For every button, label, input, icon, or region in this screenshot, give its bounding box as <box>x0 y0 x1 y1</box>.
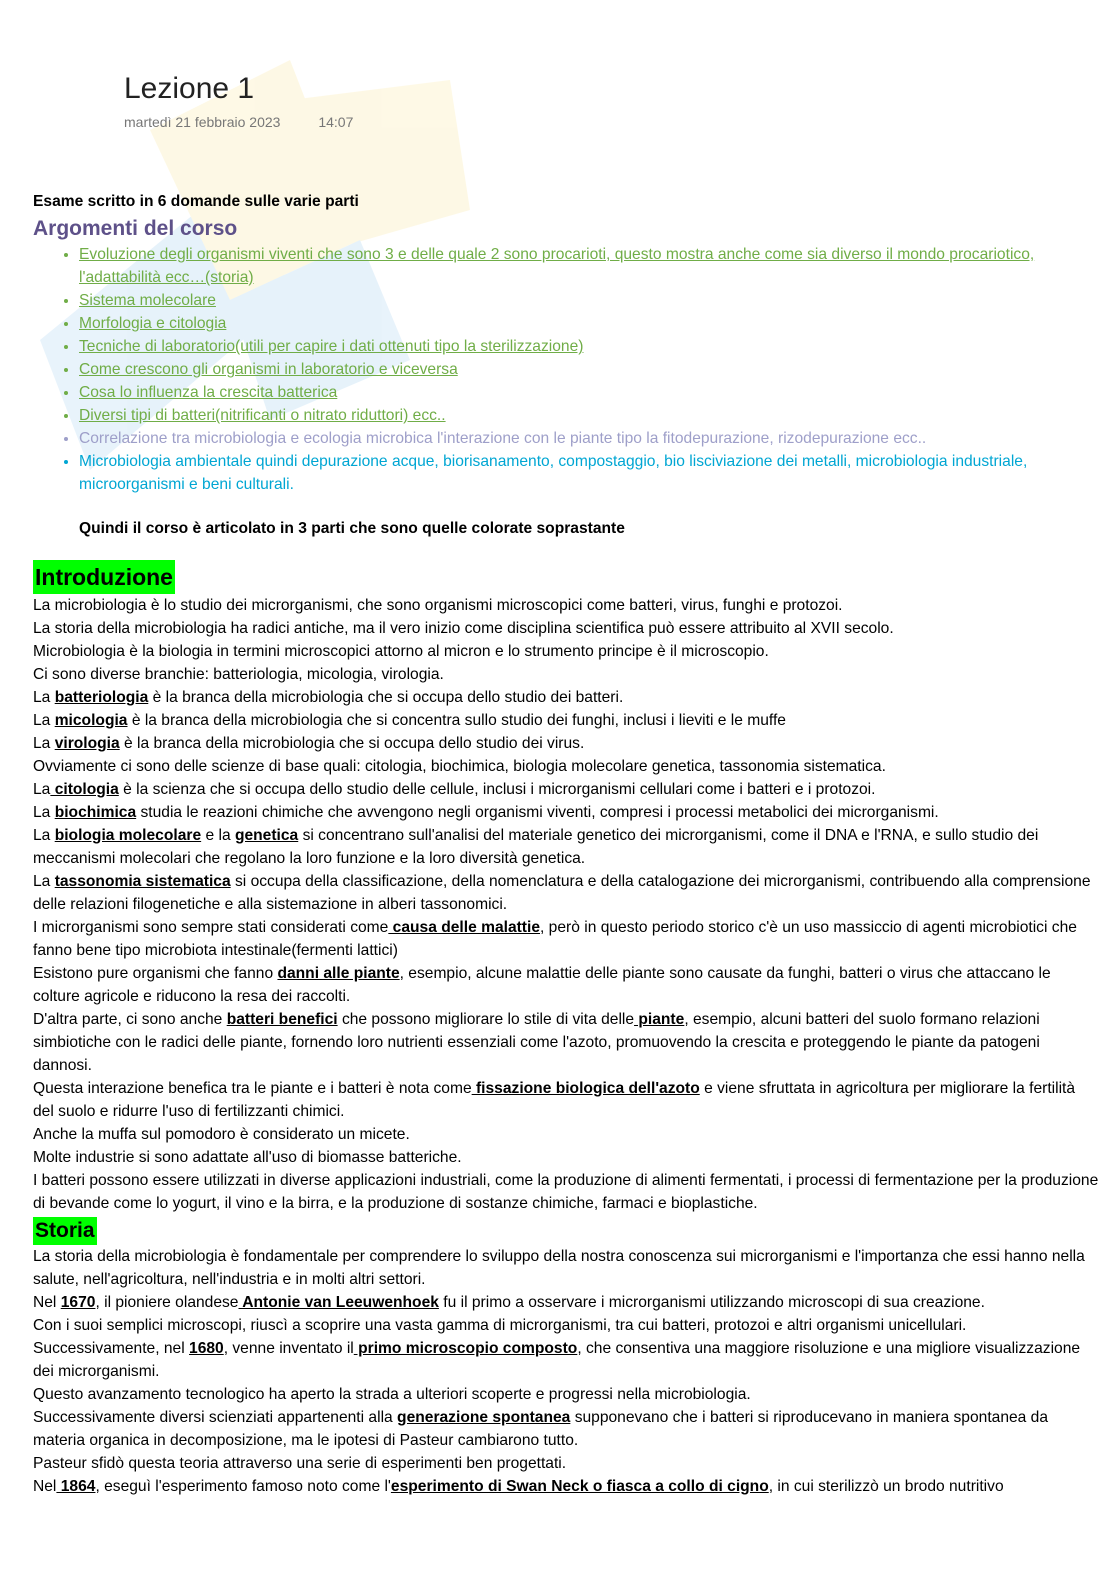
paragraph: Microbiologia è la biologia in termini microscopici attorno al micron e lo strumento principe è il microscopio. <box>33 643 769 660</box>
topics-list <box>33 243 1099 496</box>
keyword: batteriologia <box>54 689 149 706</box>
paragraph: Pasteur sfidò questa teoria attraverso una serie di esperimenti ben progettati. <box>33 1455 567 1472</box>
exam-note: Esame scritto in 6 domande sulle varie parti <box>33 193 359 210</box>
list-item: • Morfologia e citologia <box>79 312 1099 335</box>
paragraph: La storia della microbiologia è fondamentale per comprendere lo sviluppo della nostra conoscenza sui microrganismi e l'importanza che essi hanno nella salute, nell'agricoltura, nell'industria e in molti altri settori. <box>33 1248 1085 1288</box>
topics-summary: Quindi il corso è articolato in 3 parti che sono quelle colorate soprastante <box>79 520 625 537</box>
keyword: biochimica <box>54 804 137 821</box>
paragraph: I microrganismi sono sempre stati considerati come causa delle malattie, però in questo periodo storico c'è un uso massiccio di agenti microbiotici che fanno bene tipo microbiota intestinale(fermenti lattici) <box>33 919 1077 959</box>
keyword: batteri benefici <box>226 1011 338 1028</box>
paragraph: Ovviamente ci sono delle scienze di base quali: citologia, biochimica, biologia molecolare genetica, tassonomia sistematica. <box>33 758 886 775</box>
keyword: primo microscopio composto <box>353 1340 578 1357</box>
paragraph: La biochimica studia le reazioni chimiche che avvengono negli organismi viventi, compresi i processi metabolici dei microrganismi. <box>33 804 939 821</box>
list-item: • Tecniche di laboratorio(utili per capire i dati ottenuti tipo la sterilizzazione) <box>79 335 1099 358</box>
paragraph: La virologia è la branca della microbiologia che si occupa dello studio dei virus. <box>33 735 585 752</box>
paragraph: La storia della microbiologia ha radici antiche, ma il vero inizio come disciplina scientifica può essere attribuito al XVII secolo. <box>33 620 894 637</box>
topics-heading: Argomenti del corso <box>33 217 238 240</box>
keyword: Antonie van Leeuwenhoek <box>238 1294 439 1311</box>
paragraph: La batteriologia è la branca della microbiologia che si occupa dello studio dei batteri. <box>33 689 624 706</box>
paragraph: La tassonomia sistematica si occupa della classificazione, della nomenclatura e della catalogazione dei microrganismi, contribuendo alla comprensione delle relazioni filogenetiche e alla sistemazione in alberi tassonomici. <box>33 873 1091 913</box>
paragraph: La citologia è la scienza che si occupa dello studio delle cellule, inclusi i microrganismi cellulari come i batteri e i protozoi. <box>33 781 876 798</box>
list-item: • Come crescono gli organismi in laboratorio e viceversa <box>79 358 1099 381</box>
paragraph: La microbiologia è lo studio dei microrganismi, che sono organismi microscopici come batteri, virus, funghi e protozoi. <box>33 597 843 614</box>
paragraph: Nel 1670, il pioniere olandese Antonie van Leeuwenhoek fu il primo a osservare i microrganismi utilizzando microscopi di sua creazione. <box>33 1294 985 1311</box>
list-item: • Sistema molecolare <box>79 289 1099 312</box>
keyword: generazione spontanea <box>397 1409 571 1426</box>
paragraph: Successivamente, nel 1680, venne inventato il primo microscopio composto, che consentiva una maggiore risoluzione e una migliore visualizzazione dei microrganismi. <box>33 1340 1081 1380</box>
keyword: virologia <box>54 735 120 752</box>
section-heading-storia: Storia <box>33 1217 97 1245</box>
paragraph: Nel 1864, eseguì l'esperimento famoso noto come l'esperimento di Swan Neck o fiasca a collo di cigno, in cui sterilizzò un brodo nutritivo <box>33 1478 1004 1495</box>
keyword: piante <box>634 1011 685 1028</box>
paragraph: Con i suoi semplici microscopi, riuscì a scoprire una vasta gamma di microrganismi, tra cui batteri, protozoi e altri organismi unicellulari. <box>33 1317 967 1334</box>
note-meta <box>124 114 387 130</box>
list-item: • Diversi tipi di batteri(nitrificanti o nitrato riduttori) ecc.. <box>79 404 1099 427</box>
paragraph: Questa interazione benefica tra le piante e i batteri è nota come fissazione biologica dell'azoto e viene sfruttata in agricoltura per migliorare la fertilità del suolo e ridurre l'uso di fertilizzanti chimici. <box>33 1080 1076 1120</box>
keyword: 1680 <box>189 1340 224 1357</box>
note-time: 14:07 <box>318 114 354 130</box>
note-date: martedì 21 febbraio 2023 <box>124 114 281 130</box>
paragraph: D'altra parte, ci sono anche batteri benefici che possono migliorare lo stile di vita delle piante, esempio, alcuni batteri del suolo formano relazioni simbiotiche con le radici delle piante, fornendo loro nutrienti essenziali come l'azoto, promuovendo la crescita e proteggendo le piante da patogeni dannosi. <box>33 1011 1040 1074</box>
paragraph: I batteri possono essere utilizzati in diverse applicazioni industriali, come la produzione di alimenti fermentati, i processi di fermentazione per la produzione di bevande come lo yogurt, il vino e la birra, e la produzione di sostanze chimiche, farmaci e bioplastiche. <box>33 1172 1099 1212</box>
list-item: • Cosa lo influenza la crescita batterica <box>79 381 1099 404</box>
list-item: • Evoluzione degli organismi viventi che sono 3 e delle quale 2 sono procarioti, questo mostra anche come sia diverso il mondo procariotico, l'adattabilità ecc…(storia) <box>79 243 1099 289</box>
section-heading-introduzione: Introduzione <box>33 560 175 594</box>
keyword: tassonomia sistematica <box>54 873 231 890</box>
paragraph: Anche la muffa sul pomodoro è considerato un micete. <box>33 1126 410 1143</box>
paragraph: La micologia è la branca della microbiologia che si concentra sullo studio dei funghi, inclusi i lieviti e le muffe <box>33 712 786 729</box>
keyword: 1864 <box>56 1478 96 1495</box>
keyword: 1670 <box>60 1294 96 1311</box>
paragraph: Ci sono diverse branchie: batteriologia, micologia, virologia. <box>33 666 444 683</box>
keyword: genetica <box>234 827 299 844</box>
list-item: • Microbiologia ambientale quindi depurazione acque, biorisanamento, compostaggio, bio lisciviazione dei metalli, microbiologia industriale, microorganismi e beni culturali. <box>79 450 1099 496</box>
page-title: Lezione 1 <box>124 72 255 105</box>
keyword: fissazione biologica dell'azoto <box>471 1080 700 1097</box>
paragraph: Esistono pure organismi che fanno danni alle piante, esempio, alcune malattie delle piante sono causate da funghi, batteri o virus che attaccano le colture agricole e riducono la resa dei raccolti. <box>33 965 1051 1005</box>
keyword: danni alle piante <box>277 965 400 982</box>
paragraph: Successivamente diversi scienziati appartenenti alla generazione spontanea supponevano che i batteri si riproducevano in maniera spontanea da materia organica in decomposizione, ma le ipotesi di Pasteur cambiarono tutto. <box>33 1409 1049 1449</box>
list-item: • Correlazione tra microbiologia e ecologia microbica l'interazione con le piante tipo la fitodepurazione, rizodepurazione ecc.. <box>79 427 1099 450</box>
paragraph: Molte industrie si sono adattate all'uso di biomasse batteriche. <box>33 1149 462 1166</box>
paragraph: La biologia molecolare e la genetica si concentrano sull'analisi del materiale genetico dei microrganismi, come il DNA e l'RNA, e sullo studio dei meccanismi molecolari che regolano la loro funzione e la loro diversità genetica. <box>33 827 1039 867</box>
keyword: citologia <box>50 781 119 798</box>
paragraph: Questo avanzamento tecnologico ha aperto la strada a ulteriori scoperte e progressi nella microbiologia. <box>33 1386 751 1403</box>
keyword: biologia molecolare <box>54 827 202 844</box>
keyword: micologia <box>54 712 128 729</box>
keyword: esperimento di Swan Neck o fiasca a collo di cigno <box>390 1478 769 1495</box>
note-header <box>124 70 387 130</box>
keyword: causa delle malattie <box>388 919 541 936</box>
note-body <box>33 190 1099 1498</box>
